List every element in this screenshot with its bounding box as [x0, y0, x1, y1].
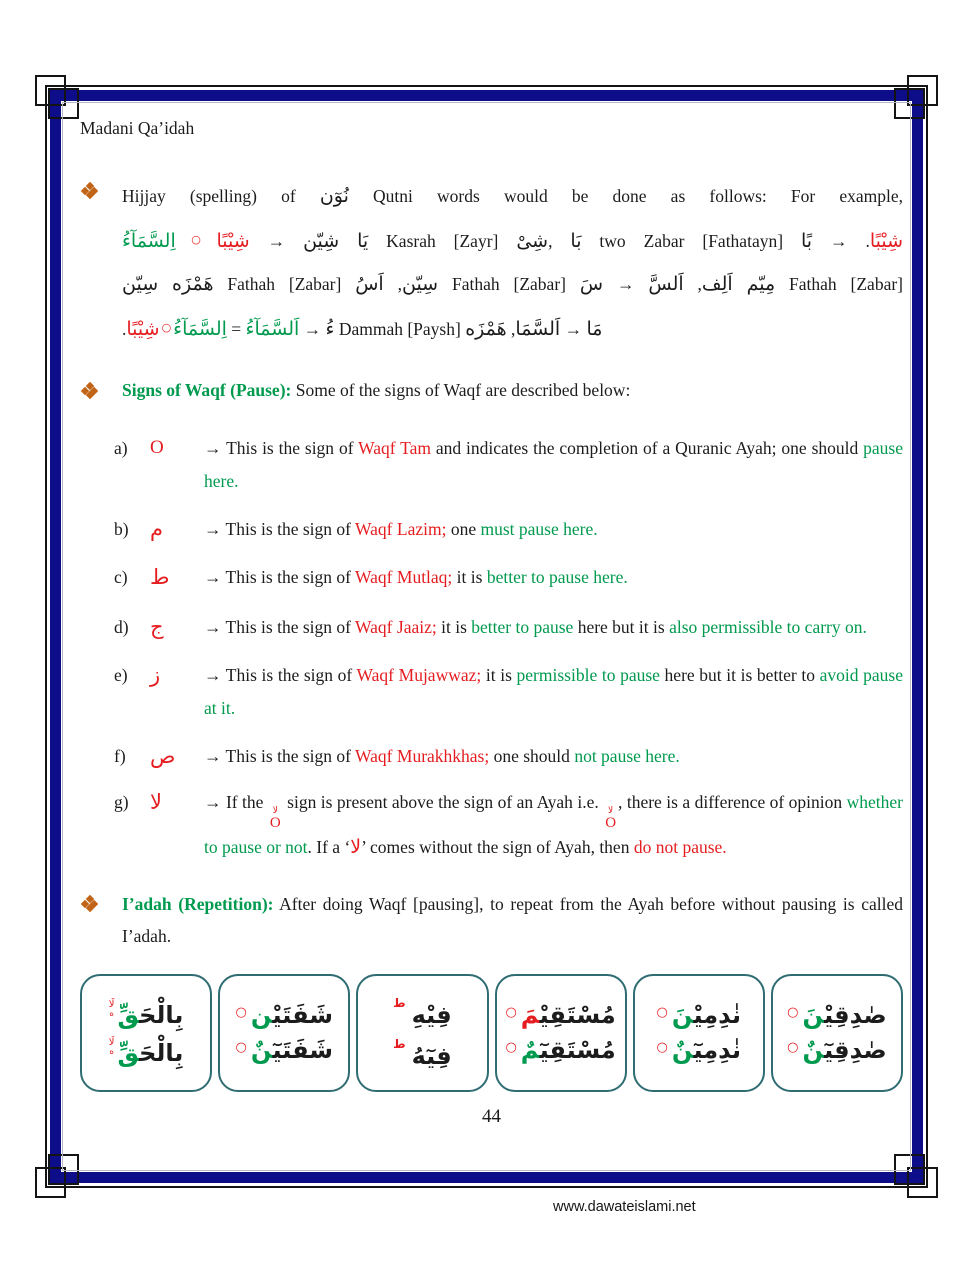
diamond-bullet-icon [82, 896, 97, 911]
quran-word-letters: نَ [802, 1001, 825, 1030]
quran-word-letters: صٰدِقِيٓ [824, 1035, 887, 1064]
quran-word [803, 1001, 887, 1029]
item-text [204, 740, 903, 773]
laa-over-o-icon: لا O [605, 806, 617, 831]
quran-word [117, 1001, 183, 1029]
text-run: it is [481, 665, 517, 685]
ayah-circle-icon: ○ [787, 1005, 799, 1021]
text-run: Signs of Waqf (Pause): [122, 380, 292, 400]
quran-word-letters: قِّ [117, 1001, 140, 1030]
quran-word [803, 1036, 887, 1064]
waqf-item-g [114, 786, 903, 864]
text-run: Kasrah [Zayr] [368, 231, 517, 251]
arabic-word: اَلسَّمَا [515, 318, 561, 340]
quran-word-letters: نَ [671, 1001, 694, 1030]
quran-word-letters: مُسْتَقِيٓ [539, 1035, 616, 1064]
text-run: → This is the sign of [204, 746, 356, 766]
text-run: , [383, 274, 402, 294]
text-run: → If the [204, 792, 268, 812]
quran-word-letters: نٰدِمِيْ [693, 1001, 742, 1030]
arabic-word: بًا [800, 230, 813, 252]
text-run: permissible to pause [516, 665, 660, 685]
text-run: sign is present above the sign of an Ayah i.e. [282, 792, 604, 812]
quran-word-letters: بِالْحَ [139, 1038, 184, 1067]
arabic-word: شِيْبًا [126, 318, 160, 340]
item-text [204, 786, 903, 864]
arabic-word: مَا [586, 318, 603, 340]
text-run: also permissible to carry on. [669, 617, 867, 637]
quran-word-row [499, 1003, 623, 1028]
text-run: → . [812, 231, 870, 251]
quran-word [412, 1001, 452, 1029]
waqf-sign: ج [150, 615, 164, 639]
quran-word-row [637, 1035, 761, 1064]
arabic-word: نُوٓن [319, 185, 349, 207]
text-run: → [603, 274, 649, 294]
text-run: → [299, 319, 326, 339]
waqf-heading-text [122, 375, 903, 406]
item-label: d) [114, 617, 129, 637]
arabic-word: لا [350, 836, 362, 858]
text-run: → This is the sign of [204, 665, 357, 685]
laa-mark-icon: لَا ه [108, 1036, 115, 1057]
example-box-nadimeen [633, 974, 765, 1092]
example-box-feehi [356, 974, 488, 1092]
waqf-item-a [114, 432, 903, 498]
quran-word-letters: قِّ [117, 1038, 140, 1067]
waqf-item-b [114, 513, 903, 546]
quran-word-row [775, 1035, 899, 1064]
paragraph-line [122, 175, 903, 218]
quran-word [672, 1036, 741, 1064]
text-run: whether to pause or not [204, 792, 903, 857]
text-run: , there is a difference of opinion [618, 792, 847, 812]
ayah-circle-icon: ○ [235, 1005, 247, 1021]
text-run: → This is the sign of [204, 519, 356, 539]
item-label: c) [114, 567, 128, 587]
example-box-bil-haqq [80, 974, 212, 1092]
quran-word [117, 1039, 183, 1067]
quran-word-letters: فِيٓهُ [411, 1041, 452, 1070]
diamond-bullet-icon [82, 383, 97, 398]
waqf-items-list [80, 432, 903, 864]
example-box-mustaqeem [495, 974, 627, 1092]
quran-word [521, 1001, 616, 1029]
text-run: , [548, 231, 571, 251]
example-boxes-row [80, 974, 903, 1092]
quran-word-letters: صٰدِقِيْ [824, 1001, 887, 1030]
quran-word-letters: نٰدِمِيٓ [693, 1035, 742, 1064]
arabic-word: شِيّن [303, 230, 340, 252]
arabic-word: سِيّن [122, 273, 159, 295]
arabic-word: اِلسَّمَآءُ [173, 318, 227, 340]
quran-word-letters: ن [250, 1001, 273, 1030]
text-run: , [683, 274, 702, 294]
tah-waqf-mark-icon: ط [393, 1036, 406, 1051]
text-run: it is [452, 567, 487, 587]
waqf-sign: ز [150, 663, 161, 687]
quran-word-letters: شَفَتَيٓ [272, 1035, 333, 1064]
page-content [80, 112, 903, 1128]
example-box-sadiqeen [771, 974, 903, 1092]
tah-waqf-mark-icon: ط [393, 996, 406, 1011]
arabic-word: هَمْزَه [465, 318, 507, 340]
quran-word [251, 1036, 333, 1064]
paragraph-line [122, 306, 903, 351]
text-run: , [506, 319, 516, 339]
quran-word-row [222, 1003, 346, 1028]
item-label: b) [114, 519, 129, 539]
arabic-word: اَلسَّ [648, 273, 684, 295]
text-run: Waqf Jaaiz; [355, 617, 437, 637]
corner-ornament [894, 1154, 925, 1185]
text-run: must pause here. [480, 519, 598, 539]
quran-word [251, 1001, 333, 1029]
text-run: pause here. [204, 438, 903, 491]
text-run: → This is the sign of [204, 567, 356, 587]
arabic-word: شِيْبًا [216, 230, 250, 252]
arabic-word: مِيّم [746, 273, 776, 295]
text-run: = [226, 319, 246, 339]
waqf-item-f [114, 740, 903, 773]
quran-word-row [637, 1003, 761, 1028]
paragraph-hijjay [80, 175, 903, 351]
arabic-word: سِيّن [401, 273, 439, 295]
text-run: Fathah [Zabar] [438, 274, 580, 294]
text-run: it is [436, 617, 472, 637]
arabic-word: هَمْزَه [172, 273, 214, 295]
text-run: After doing Waqf [pausing], to repeat from the Ayah before without pausing is called I’adah. [122, 894, 903, 946]
ayah-circle-icon: ○ [656, 1039, 668, 1055]
waqf-sign: ط [150, 565, 170, 589]
item-text [204, 659, 903, 725]
text-run: Waqf Mujawwaz; [356, 665, 482, 685]
text-run: Waqf Mutlaq; [355, 567, 453, 587]
quran-word-row [775, 1003, 899, 1028]
arabic-word: اَلِف [701, 273, 733, 295]
ayah-circle-icon: ○ [161, 321, 172, 334]
quran-word-letters: مَ [520, 1001, 540, 1030]
footer-url[interactable]: www.dawateislami.net [553, 1199, 696, 1215]
ayah-circle-icon: ○ [177, 233, 215, 246]
arabic-word: شِىْ [516, 230, 549, 252]
text-run: → [249, 231, 304, 251]
arabic-word: اَلسَّمَآءُ [245, 318, 300, 340]
arabic-word: سَ [579, 273, 604, 295]
text-run: better to pause [471, 617, 574, 637]
page-title: Madani Qa’idah [80, 118, 195, 138]
item-text [204, 561, 903, 594]
text-run: . [122, 319, 127, 339]
arabic-word: يَا [357, 230, 369, 252]
arabic-word: اَسُ [355, 273, 384, 295]
text-run: not pause here. [574, 746, 680, 766]
corner-ornament [48, 1154, 79, 1185]
arabic-word: بَا [570, 230, 582, 252]
text-run [158, 274, 172, 294]
text-run: avoid pause at it. [204, 665, 903, 718]
arabic-word: ءُ [325, 318, 335, 340]
text-run [733, 274, 747, 294]
waqf-sign: O [150, 437, 164, 458]
quran-word-letters: نٌ [250, 1035, 273, 1064]
example-box-shafatayn [218, 974, 350, 1092]
text-run: I’adah (Repetition): [122, 894, 274, 914]
section-waqf-heading [80, 375, 903, 406]
quran-word-letters: مُسْتَقِيْ [539, 1001, 616, 1030]
quran-word [672, 1001, 741, 1029]
text-run: . If a ‘ [307, 837, 351, 857]
text-run: Some of the signs of Waqf are described below: [291, 380, 631, 400]
waqf-item-c [114, 561, 903, 594]
text-run: → This is the sign of [204, 617, 356, 637]
corner-ornament [48, 88, 79, 119]
diamond-bullet-icon [82, 183, 97, 198]
text-run: Dammah [Paysh] [334, 319, 466, 339]
ayah-circle-icon: ○ [505, 1039, 517, 1055]
waqf-item-d [114, 611, 903, 644]
quran-word-row [499, 1035, 623, 1064]
text-run: here but it is [573, 617, 670, 637]
quran-word-letters: نٌ [802, 1035, 825, 1064]
text-run [339, 231, 357, 251]
quran-word-letters: شَفَتَيْ [272, 1001, 333, 1030]
item-label: a) [114, 438, 128, 458]
paragraph-hijjay-text [122, 175, 903, 351]
waqf-item-e [114, 659, 903, 725]
ayah-circle-icon: ○ [787, 1039, 799, 1055]
text-run: better to pause here. [486, 567, 628, 587]
laa-over-o-icon: لا O [269, 806, 281, 831]
waqf-sign: لا [150, 790, 162, 814]
waqf-sign: م [150, 517, 164, 541]
text-run: Fathah [Zabar] [775, 274, 903, 294]
paragraph-iadah [80, 888, 903, 952]
text-run: Waqf Murakhkhas; [355, 746, 490, 766]
text-run: Fathah [Zabar] [213, 274, 356, 294]
ayah-circle-icon: ○ [505, 1005, 517, 1021]
arabic-word: شِيْبًا [869, 230, 904, 252]
item-text [204, 611, 903, 644]
iadah-text [122, 888, 903, 952]
laa-mark-icon: لَا ه [108, 999, 115, 1020]
ayah-circle-icon: ○ [656, 1005, 668, 1021]
text-run: do not pause. [633, 837, 727, 857]
paragraph-line [122, 263, 903, 306]
item-label: e) [114, 665, 128, 685]
quran-word-letters: مٌ [520, 1035, 540, 1064]
text-run: one should [489, 746, 575, 766]
quran-word-letters: فِيْهِ [411, 1001, 452, 1030]
text-run: Waqf Lazim; [355, 519, 447, 539]
quran-word-row [84, 1000, 208, 1028]
quran-word-letters: نٌ [671, 1035, 694, 1064]
ayah-circle-icon: ○ [235, 1039, 247, 1055]
quran-word [521, 1036, 616, 1064]
text-run: here but it is better to [659, 665, 820, 685]
text-run: Hijjay (spelling) of [122, 186, 320, 206]
item-label: g) [114, 792, 129, 812]
text-run: two Zabar [Fathatayn] [581, 231, 801, 251]
waqf-sign: ص [150, 744, 176, 768]
text-run: and indicates the completion of a Quranic Ayah; one should [430, 438, 864, 458]
quran-word-letters: بِالْحَ [139, 1001, 184, 1030]
quran-word-row [360, 1038, 484, 1069]
arabic-word: اِلسَّمَآءُ [122, 230, 176, 252]
quran-word-row [360, 997, 484, 1028]
item-text [204, 432, 903, 498]
item-text [204, 513, 903, 546]
text-run: Waqf Tam [358, 438, 431, 458]
text-run: → [560, 319, 587, 339]
page-number: 44 [482, 1106, 501, 1127]
quran-word [412, 1042, 452, 1070]
text-run: one [446, 519, 481, 539]
quran-word-row [84, 1038, 208, 1066]
text-run: Qutni words would be done as follows: For example, [348, 186, 904, 206]
paragraph-line [122, 218, 903, 263]
text-run: ’ comes without the sign of Ayah, then [361, 837, 634, 857]
item-label: f) [114, 746, 126, 766]
text-run: → This is the sign of [204, 438, 359, 458]
quran-word-row [222, 1035, 346, 1064]
